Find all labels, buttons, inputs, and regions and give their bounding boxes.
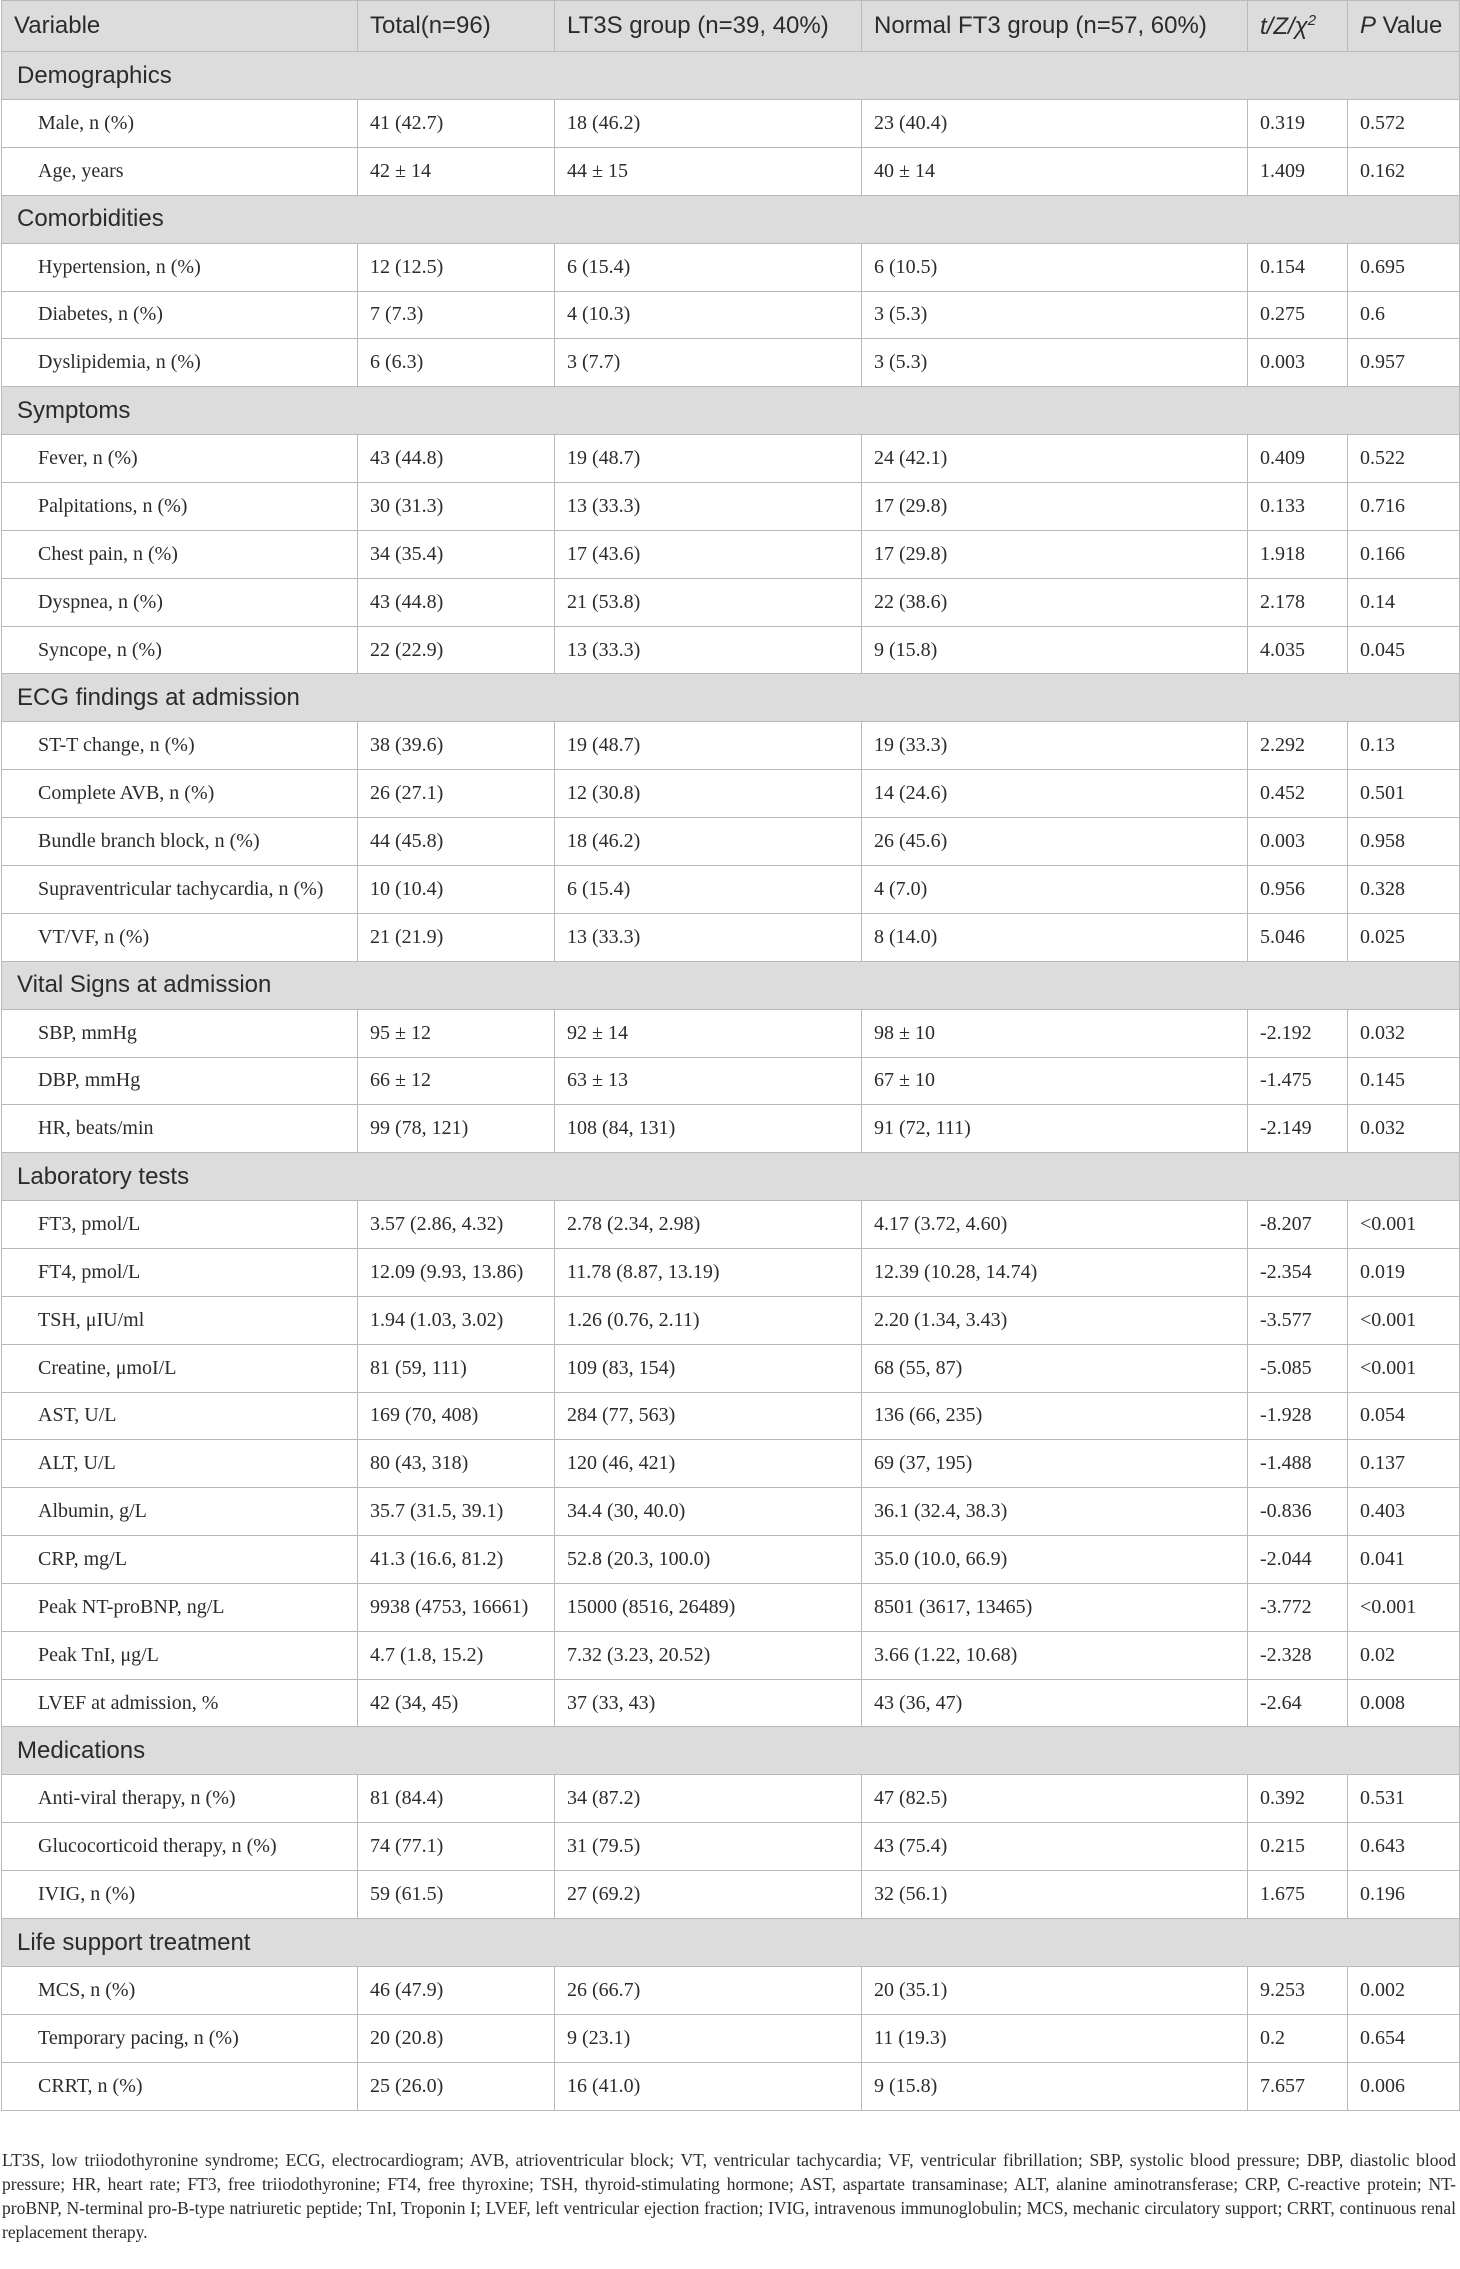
cell-normal-ft3: 69 (37, 195) (862, 1440, 1248, 1488)
table-row (2, 2014, 1460, 2062)
cell-variable: FT3, pmol/L (2, 1201, 358, 1249)
cell-normal-ft3: 32 (56.1) (862, 1871, 1248, 1919)
cell-normal-ft3: 22 (38.6) (862, 578, 1248, 626)
cell-total: 43 (44.8) (358, 578, 555, 626)
cell-p-value: 0.403 (1348, 1488, 1460, 1536)
section-header-row (2, 195, 1460, 243)
table-row (2, 100, 1460, 148)
table-row (2, 1967, 1460, 2015)
cell-variable: LVEF at admission, % (2, 1679, 358, 1727)
cell-normal-ft3: 14 (24.6) (862, 770, 1248, 818)
cell-total: 44 (45.8) (358, 818, 555, 866)
cell-normal-ft3: 11 (19.3) (862, 2014, 1248, 2062)
cell-statistic: 0.275 (1248, 291, 1348, 339)
section-header-row (2, 961, 1460, 1009)
cell-p-value: 0.13 (1348, 722, 1460, 770)
cell-normal-ft3: 43 (75.4) (862, 1823, 1248, 1871)
table-row (2, 1392, 1460, 1440)
section-header-row (2, 1153, 1460, 1201)
table-row (2, 435, 1460, 483)
cell-p-value: 0.501 (1348, 770, 1460, 818)
cell-normal-ft3: 98 ± 10 (862, 1009, 1248, 1057)
cell-statistic: -2.328 (1248, 1631, 1348, 1679)
cell-p-value: 0.145 (1348, 1057, 1460, 1105)
cell-lt3s: 34.4 (30, 40.0) (555, 1488, 862, 1536)
cell-statistic: 0.215 (1248, 1823, 1348, 1871)
table-row (2, 243, 1460, 291)
cell-variable: SBP, mmHg (2, 1009, 358, 1057)
header-normal-ft3: Normal FT3 group (n=57, 60%) (862, 1, 1248, 52)
cell-statistic: -1.928 (1248, 1392, 1348, 1440)
cell-lt3s: 44 ± 15 (555, 147, 862, 195)
table-row (2, 1201, 1460, 1249)
cell-lt3s: 284 (77, 563) (555, 1392, 862, 1440)
cell-variable: Complete AVB, n (%) (2, 770, 358, 818)
cell-statistic: 2.292 (1248, 722, 1348, 770)
table-row (2, 530, 1460, 578)
cell-total: 81 (84.4) (358, 1775, 555, 1823)
cell-variable: Age, years (2, 147, 358, 195)
cell-normal-ft3: 20 (35.1) (862, 1967, 1248, 2015)
cell-total: 41 (42.7) (358, 100, 555, 148)
cell-variable: Glucocorticoid therapy, n (%) (2, 1823, 358, 1871)
cell-lt3s: 7.32 (3.23, 20.52) (555, 1631, 862, 1679)
cell-statistic: 1.409 (1248, 147, 1348, 195)
cell-total: 30 (31.3) (358, 483, 555, 531)
cell-variable: Syncope, n (%) (2, 626, 358, 674)
cell-lt3s: 52.8 (20.3, 100.0) (555, 1536, 862, 1584)
header-p-letter: P (1360, 12, 1377, 39)
cell-statistic: -2.044 (1248, 1536, 1348, 1584)
table-row (2, 1583, 1460, 1631)
cell-p-value: 0.643 (1348, 1823, 1460, 1871)
cell-statistic: 0.409 (1248, 435, 1348, 483)
cell-variable: Chest pain, n (%) (2, 530, 358, 578)
cell-normal-ft3: 19 (33.3) (862, 722, 1248, 770)
cell-statistic: -3.577 (1248, 1296, 1348, 1344)
cell-statistic: 1.675 (1248, 1871, 1348, 1919)
cell-p-value: 0.002 (1348, 1967, 1460, 2015)
cell-lt3s: 13 (33.3) (555, 913, 862, 961)
cell-lt3s: 1.26 (0.76, 2.11) (555, 1296, 862, 1344)
table-row (2, 770, 1460, 818)
table-row (2, 1488, 1460, 1536)
header-statistic-label: t/Z/χ (1260, 12, 1308, 40)
table-header (2, 1, 1460, 52)
table-row (2, 483, 1460, 531)
cell-normal-ft3: 67 ± 10 (862, 1057, 1248, 1105)
section-title: Demographics (2, 52, 1460, 100)
cell-total: 4.7 (1.8, 15.2) (358, 1631, 555, 1679)
cell-variable: Male, n (%) (2, 100, 358, 148)
cell-lt3s: 120 (46, 421) (555, 1440, 862, 1488)
cell-p-value: 0.572 (1348, 100, 1460, 148)
cell-statistic: 0.2 (1248, 2014, 1348, 2062)
header-p-suffix: Value (1376, 12, 1443, 39)
table-row (2, 1440, 1460, 1488)
cell-statistic: -5.085 (1248, 1344, 1348, 1392)
cell-statistic: 0.154 (1248, 243, 1348, 291)
cell-total: 43 (44.8) (358, 435, 555, 483)
table-row (2, 1775, 1460, 1823)
cell-statistic: 0.392 (1248, 1775, 1348, 1823)
cell-lt3s: 17 (43.6) (555, 530, 862, 578)
cell-normal-ft3: 12.39 (10.28, 14.74) (862, 1249, 1248, 1297)
section-header-row (2, 52, 1460, 100)
cell-normal-ft3: 24 (42.1) (862, 435, 1248, 483)
table-row (2, 1536, 1460, 1584)
cell-p-value: 0.196 (1348, 1871, 1460, 1919)
table-row (2, 147, 1460, 195)
section-header-row (2, 674, 1460, 722)
cell-total: 12.09 (9.93, 13.86) (358, 1249, 555, 1297)
cell-variable: FT4, pmol/L (2, 1249, 358, 1297)
cell-lt3s: 92 ± 14 (555, 1009, 862, 1057)
cell-lt3s: 12 (30.8) (555, 770, 862, 818)
cell-variable: Anti-viral therapy, n (%) (2, 1775, 358, 1823)
table-row (2, 1249, 1460, 1297)
cell-total: 169 (70, 408) (358, 1392, 555, 1440)
cell-normal-ft3: 68 (55, 87) (862, 1344, 1248, 1392)
cell-statistic: -2.192 (1248, 1009, 1348, 1057)
cell-p-value: 0.045 (1348, 626, 1460, 674)
cell-lt3s: 63 ± 13 (555, 1057, 862, 1105)
cell-lt3s: 15000 (8516, 26489) (555, 1583, 862, 1631)
cell-p-value: <0.001 (1348, 1201, 1460, 1249)
cell-variable: Albumin, g/L (2, 1488, 358, 1536)
cell-variable: Creatine, μmoI/L (2, 1344, 358, 1392)
section-title: Life support treatment (2, 1919, 1460, 1967)
table-row (2, 339, 1460, 387)
cell-lt3s: 16 (41.0) (555, 2062, 862, 2110)
section-title: Medications (2, 1727, 1460, 1775)
cell-p-value: 0.02 (1348, 1631, 1460, 1679)
cell-lt3s: 27 (69.2) (555, 1871, 862, 1919)
table-row (2, 578, 1460, 626)
cell-normal-ft3: 43 (36, 47) (862, 1679, 1248, 1727)
cell-statistic: -2.64 (1248, 1679, 1348, 1727)
cell-normal-ft3: 47 (82.5) (862, 1775, 1248, 1823)
cell-total: 21 (21.9) (358, 913, 555, 961)
table-body (2, 52, 1460, 2111)
cell-total: 42 ± 14 (358, 147, 555, 195)
cell-p-value: <0.001 (1348, 1583, 1460, 1631)
cell-lt3s: 108 (84, 131) (555, 1105, 862, 1153)
cell-variable: Diabetes, n (%) (2, 291, 358, 339)
cell-lt3s: 9 (23.1) (555, 2014, 862, 2062)
cell-total: 42 (34, 45) (358, 1679, 555, 1727)
table-row (2, 1057, 1460, 1105)
section-title: Laboratory tests (2, 1153, 1460, 1201)
table-footnote: LT3S, low triiodothyronine syndrome; ECG, electrocardiogram; AVB, atrioventricular block; VT, ventricular tachycardia; VF, ventricular fibrillation; SBP, systolic blood pressure; DBP, diastolic blood pressure; HR, heart rate; FT3, free triiodothyronine; FT4, free thyroxine; TSH, thyroid-stimulating hormone; AST, aspartate transaminase; ALT, alanine aminotransferase; CRP, C-reactive protein; NT-proBNP, N-terminal pro-B-type natriuretic peptide; TnI, Troponin I; LVEF, left ventricular ejection fraction; IVIG, intravenous immunoglobulin; MCS, mechanic circulatory support; CRRT, continuous renal replacement therapy. (2, 2150, 1456, 2242)
cell-total: 99 (78, 121) (358, 1105, 555, 1153)
section-title: ECG findings at admission (2, 674, 1460, 722)
cell-lt3s: 13 (33.3) (555, 626, 862, 674)
section-header-row (2, 1727, 1460, 1775)
cell-total: 66 ± 12 (358, 1057, 555, 1105)
cell-normal-ft3: 3 (5.3) (862, 339, 1248, 387)
cell-statistic: 1.918 (1248, 530, 1348, 578)
cell-normal-ft3: 91 (72, 111) (862, 1105, 1248, 1153)
cell-p-value: 0.14 (1348, 578, 1460, 626)
cell-p-value: 0.522 (1348, 435, 1460, 483)
cell-p-value: 0.716 (1348, 483, 1460, 531)
header-lt3s: LT3S group (n=39, 40%) (555, 1, 862, 52)
cell-total: 80 (43, 318) (358, 1440, 555, 1488)
table-row (2, 1296, 1460, 1344)
section-title: Vital Signs at admission (2, 961, 1460, 1009)
cell-normal-ft3: 3 (5.3) (862, 291, 1248, 339)
cell-normal-ft3: 9 (15.8) (862, 2062, 1248, 2110)
cell-normal-ft3: 4.17 (3.72, 4.60) (862, 1201, 1248, 1249)
cell-statistic: 7.657 (1248, 2062, 1348, 2110)
cell-normal-ft3: 35.0 (10.0, 66.9) (862, 1536, 1248, 1584)
cell-normal-ft3: 3.66 (1.22, 10.68) (862, 1631, 1248, 1679)
table-row (2, 1344, 1460, 1392)
cell-lt3s: 21 (53.8) (555, 578, 862, 626)
cell-statistic: 0.452 (1248, 770, 1348, 818)
cell-p-value: 0.032 (1348, 1105, 1460, 1153)
section-header-row (2, 387, 1460, 435)
table-row (2, 865, 1460, 913)
cell-total: 95 ± 12 (358, 1009, 555, 1057)
cell-statistic: 2.178 (1248, 578, 1348, 626)
cell-p-value: 0.328 (1348, 865, 1460, 913)
cell-p-value: 0.957 (1348, 339, 1460, 387)
cell-statistic: 0.956 (1248, 865, 1348, 913)
cell-statistic: 0.319 (1248, 100, 1348, 148)
cell-statistic: -3.772 (1248, 1583, 1348, 1631)
cell-total: 41.3 (16.6, 81.2) (358, 1536, 555, 1584)
cell-p-value: 0.958 (1348, 818, 1460, 866)
cell-lt3s: 2.78 (2.34, 2.98) (555, 1201, 862, 1249)
cell-p-value: 0.025 (1348, 913, 1460, 961)
cell-total: 25 (26.0) (358, 2062, 555, 2110)
cell-variable: Supraventricular tachycardia, n (%) (2, 865, 358, 913)
cell-total: 74 (77.1) (358, 1823, 555, 1871)
table-row (2, 1871, 1460, 1919)
cell-normal-ft3: 6 (10.5) (862, 243, 1248, 291)
table-row (2, 2062, 1460, 2110)
cell-normal-ft3: 8 (14.0) (862, 913, 1248, 961)
cell-variable: Hypertension, n (%) (2, 243, 358, 291)
table-row (2, 1009, 1460, 1057)
cell-p-value: 0.6 (1348, 291, 1460, 339)
cell-lt3s: 19 (48.7) (555, 722, 862, 770)
cell-variable: Dyslipidemia, n (%) (2, 339, 358, 387)
cell-normal-ft3: 4 (7.0) (862, 865, 1248, 913)
section-header-row (2, 1919, 1460, 1967)
cell-statistic: -8.207 (1248, 1201, 1348, 1249)
cell-lt3s: 13 (33.3) (555, 483, 862, 531)
cell-lt3s: 37 (33, 43) (555, 1679, 862, 1727)
cell-lt3s: 11.78 (8.87, 13.19) (555, 1249, 862, 1297)
section-title: Symptoms (2, 387, 1460, 435)
header-statistic (1248, 1, 1348, 52)
cell-lt3s: 31 (79.5) (555, 1823, 862, 1871)
section-title: Comorbidities (2, 195, 1460, 243)
cell-statistic: -2.149 (1248, 1105, 1348, 1153)
cell-total: 46 (47.9) (358, 1967, 555, 2015)
cell-p-value: 0.008 (1348, 1679, 1460, 1727)
cell-variable: CRP, mg/L (2, 1536, 358, 1584)
cell-variable: Dyspnea, n (%) (2, 578, 358, 626)
cell-total: 12 (12.5) (358, 243, 555, 291)
cell-lt3s: 4 (10.3) (555, 291, 862, 339)
cell-statistic: -0.836 (1248, 1488, 1348, 1536)
cell-variable: DBP, mmHg (2, 1057, 358, 1105)
cell-normal-ft3: 36.1 (32.4, 38.3) (862, 1488, 1248, 1536)
cell-variable: ALT, U/L (2, 1440, 358, 1488)
table-row (2, 1105, 1460, 1153)
cell-p-value: 0.695 (1348, 243, 1460, 291)
cell-variable: AST, U/L (2, 1392, 358, 1440)
cell-variable: Bundle branch block, n (%) (2, 818, 358, 866)
table-row (2, 1631, 1460, 1679)
table-row (2, 913, 1460, 961)
cell-lt3s: 34 (87.2) (555, 1775, 862, 1823)
cell-p-value: 0.041 (1348, 1536, 1460, 1584)
cell-normal-ft3: 26 (45.6) (862, 818, 1248, 866)
cell-lt3s: 6 (15.4) (555, 865, 862, 913)
cell-variable: Peak TnI, μg/L (2, 1631, 358, 1679)
cell-variable: IVIG, n (%) (2, 1871, 358, 1919)
cell-normal-ft3: 17 (29.8) (862, 530, 1248, 578)
cell-total: 26 (27.1) (358, 770, 555, 818)
cell-lt3s: 18 (46.2) (555, 100, 862, 148)
header-total: Total(n=96) (358, 1, 555, 52)
cell-p-value: 0.137 (1348, 1440, 1460, 1488)
header-row (2, 1, 1460, 52)
cell-total: 59 (61.5) (358, 1871, 555, 1919)
table-row (2, 291, 1460, 339)
cell-statistic: 0.003 (1248, 339, 1348, 387)
cell-variable: ST-T change, n (%) (2, 722, 358, 770)
cell-p-value: 0.019 (1348, 1249, 1460, 1297)
cell-normal-ft3: 9 (15.8) (862, 626, 1248, 674)
cell-variable: CRRT, n (%) (2, 2062, 358, 2110)
cell-normal-ft3: 17 (29.8) (862, 483, 1248, 531)
cell-statistic: -1.488 (1248, 1440, 1348, 1488)
cell-lt3s: 18 (46.2) (555, 818, 862, 866)
table-row (2, 722, 1460, 770)
cell-statistic: 0.133 (1248, 483, 1348, 531)
cell-normal-ft3: 136 (66, 235) (862, 1392, 1248, 1440)
cell-lt3s: 6 (15.4) (555, 243, 862, 291)
cell-normal-ft3: 2.20 (1.34, 3.43) (862, 1296, 1248, 1344)
cell-variable: Temporary pacing, n (%) (2, 2014, 358, 2062)
cell-p-value: 0.166 (1348, 530, 1460, 578)
cell-p-value: 0.006 (1348, 2062, 1460, 2110)
cell-statistic: 0.003 (1248, 818, 1348, 866)
cell-variable: HR, beats/min (2, 1105, 358, 1153)
cell-normal-ft3: 40 ± 14 (862, 147, 1248, 195)
cell-total: 38 (39.6) (358, 722, 555, 770)
cell-statistic: -2.354 (1248, 1249, 1348, 1297)
cell-statistic: 9.253 (1248, 1967, 1348, 2015)
cell-total: 9938 (4753, 16661) (358, 1583, 555, 1631)
cell-total: 81 (59, 111) (358, 1344, 555, 1392)
cell-p-value: 0.531 (1348, 1775, 1460, 1823)
cell-statistic: -1.475 (1248, 1057, 1348, 1105)
table-row (2, 1823, 1460, 1871)
cell-total: 34 (35.4) (358, 530, 555, 578)
cell-variable: Peak NT-proBNP, ng/L (2, 1583, 358, 1631)
cell-total: 20 (20.8) (358, 2014, 555, 2062)
cell-variable: Fever, n (%) (2, 435, 358, 483)
cell-p-value: <0.001 (1348, 1296, 1460, 1344)
cell-total: 35.7 (31.5, 39.1) (358, 1488, 555, 1536)
cell-statistic: 5.046 (1248, 913, 1348, 961)
cell-normal-ft3: 23 (40.4) (862, 100, 1248, 148)
cell-normal-ft3: 8501 (3617, 13465) (862, 1583, 1248, 1631)
cell-variable: TSH, μIU/ml (2, 1296, 358, 1344)
cell-lt3s: 26 (66.7) (555, 1967, 862, 2015)
cell-lt3s: 19 (48.7) (555, 435, 862, 483)
header-p-value (1348, 1, 1460, 52)
table-row (2, 818, 1460, 866)
cell-p-value: <0.001 (1348, 1344, 1460, 1392)
cell-p-value: 0.162 (1348, 147, 1460, 195)
cell-p-value: 0.054 (1348, 1392, 1460, 1440)
cell-total: 7 (7.3) (358, 291, 555, 339)
table-row (2, 1679, 1460, 1727)
cell-variable: Palpitations, n (%) (2, 483, 358, 531)
cell-variable: VT/VF, n (%) (2, 913, 358, 961)
table-row (2, 626, 1460, 674)
cell-statistic: 4.035 (1248, 626, 1348, 674)
cell-total: 22 (22.9) (358, 626, 555, 674)
header-statistic-superscript: 2 (1307, 11, 1317, 29)
cell-variable: MCS, n (%) (2, 1967, 358, 2015)
cell-lt3s: 3 (7.7) (555, 339, 862, 387)
cell-p-value: 0.654 (1348, 2014, 1460, 2062)
cell-lt3s: 109 (83, 154) (555, 1344, 862, 1392)
cell-total: 6 (6.3) (358, 339, 555, 387)
header-variable: Variable (2, 1, 358, 52)
baseline-characteristics-table (1, 0, 1460, 2111)
cell-total: 3.57 (2.86, 4.32) (358, 1201, 555, 1249)
cell-p-value: 0.032 (1348, 1009, 1460, 1057)
cell-total: 1.94 (1.03, 3.02) (358, 1296, 555, 1344)
cell-total: 10 (10.4) (358, 865, 555, 913)
